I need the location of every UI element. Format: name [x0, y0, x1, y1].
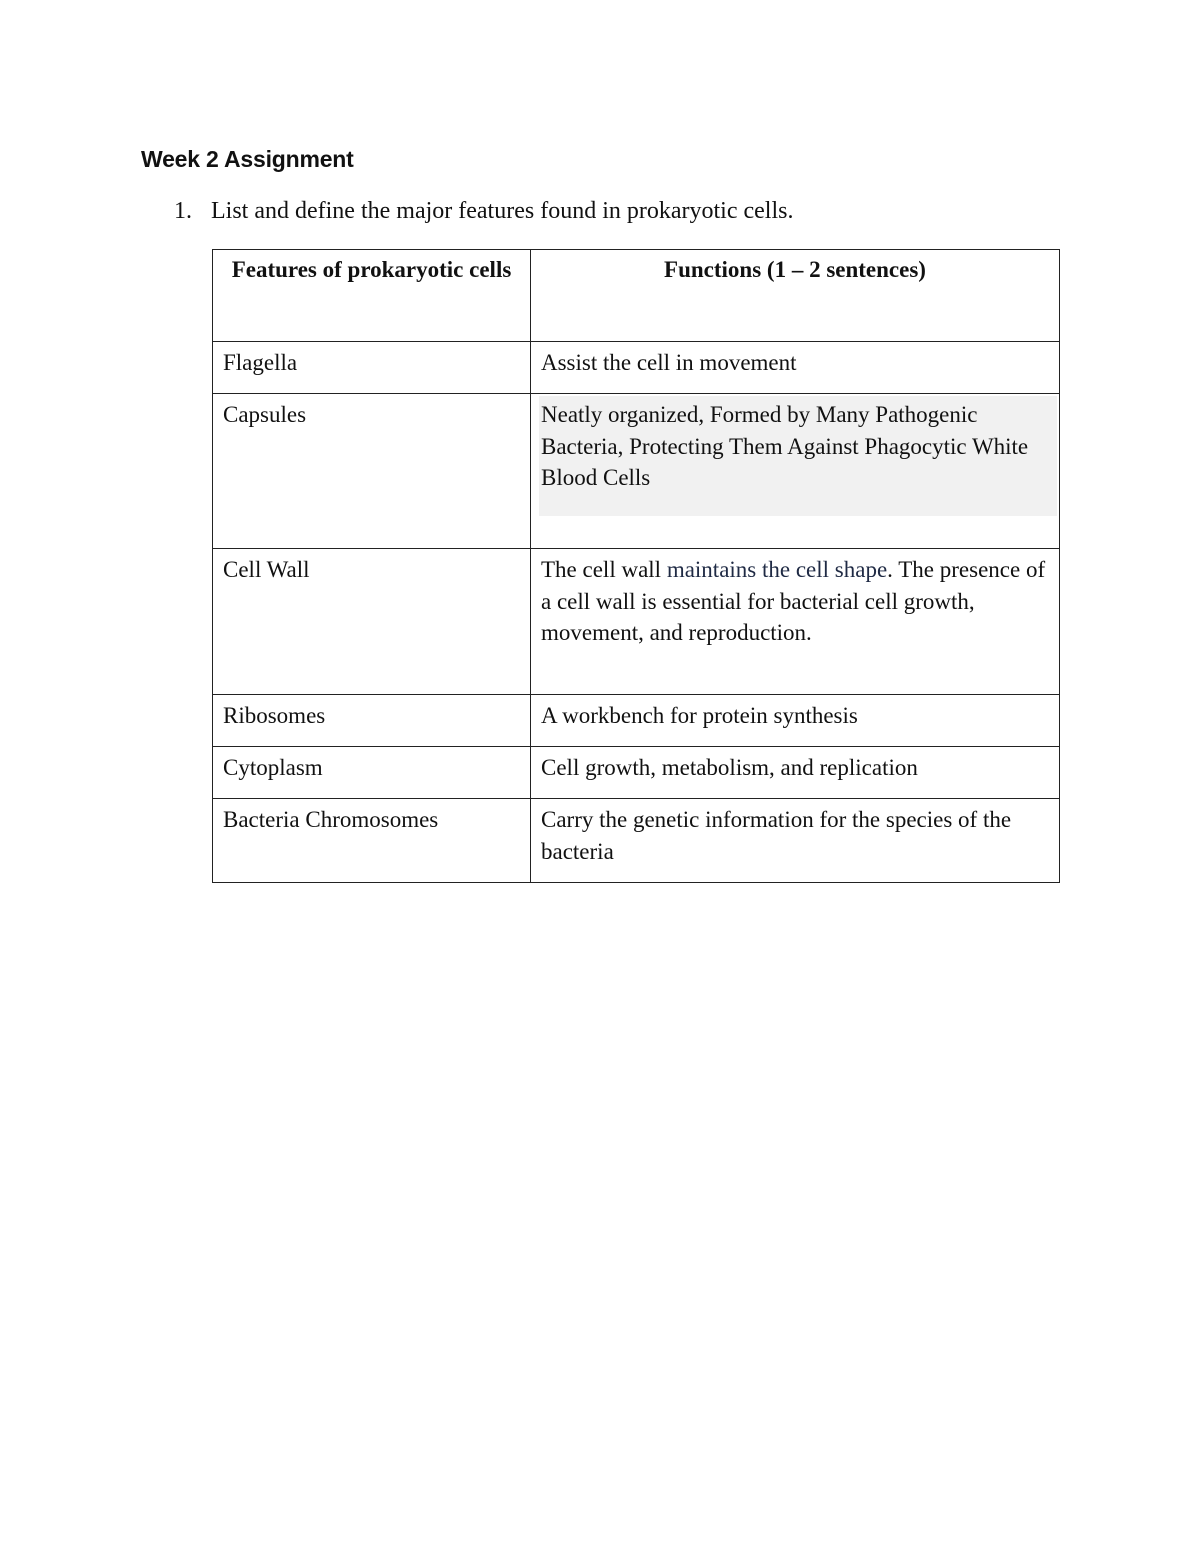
shaded-function-text [539, 396, 1057, 516]
feature-cell: Cytoplasm [213, 747, 531, 799]
feature-cell: Capsules [213, 394, 531, 549]
function-cell: A workbench for protein synthesis [531, 695, 1060, 747]
feature-cell: Cell Wall [213, 549, 531, 695]
question-number: 1. [174, 198, 192, 224]
function-text-part: The cell wall [541, 557, 667, 582]
header-functions: Functions (1 – 2 sentences) [531, 250, 1060, 342]
feature-cell: Bacteria Chromosomes [213, 799, 531, 883]
function-cell: Assist the cell in movement [531, 342, 1060, 394]
function-text-highlight: maintains the cell shape [666, 557, 888, 582]
question-text: List and define the major features found in prokaryotic cells. [211, 198, 794, 224]
table-row [213, 342, 1060, 394]
function-line: Neatly organized, Formed by Many Pathogenic [541, 402, 978, 427]
function-cell: Carry the genetic information for the species of the bacteria [531, 799, 1060, 883]
table-row [213, 394, 1060, 549]
table-row [213, 695, 1060, 747]
assignment-title: Week 2 Assignment [141, 146, 354, 172]
function-cell [531, 549, 1060, 695]
function-line: Bacteria, Protecting Them Against Phagocytic White Blood Cells [541, 433, 1029, 490]
table-row [213, 549, 1060, 695]
function-text-part: . The presence of a cell wall is essential for bacterial cell growth, movement, and reproduction. [541, 557, 1046, 645]
header-features: Features of prokaryotic cells [213, 250, 531, 342]
feature-cell: Ribosomes [213, 695, 531, 747]
function-cell [531, 394, 1060, 549]
table-row [213, 799, 1060, 883]
feature-cell: Flagella [213, 342, 531, 394]
table-header-row [213, 250, 1060, 342]
table-row [213, 747, 1060, 799]
function-cell: Cell growth, metabolism, and replication [531, 747, 1060, 799]
question-1 [174, 194, 793, 228]
features-table [212, 249, 1060, 883]
